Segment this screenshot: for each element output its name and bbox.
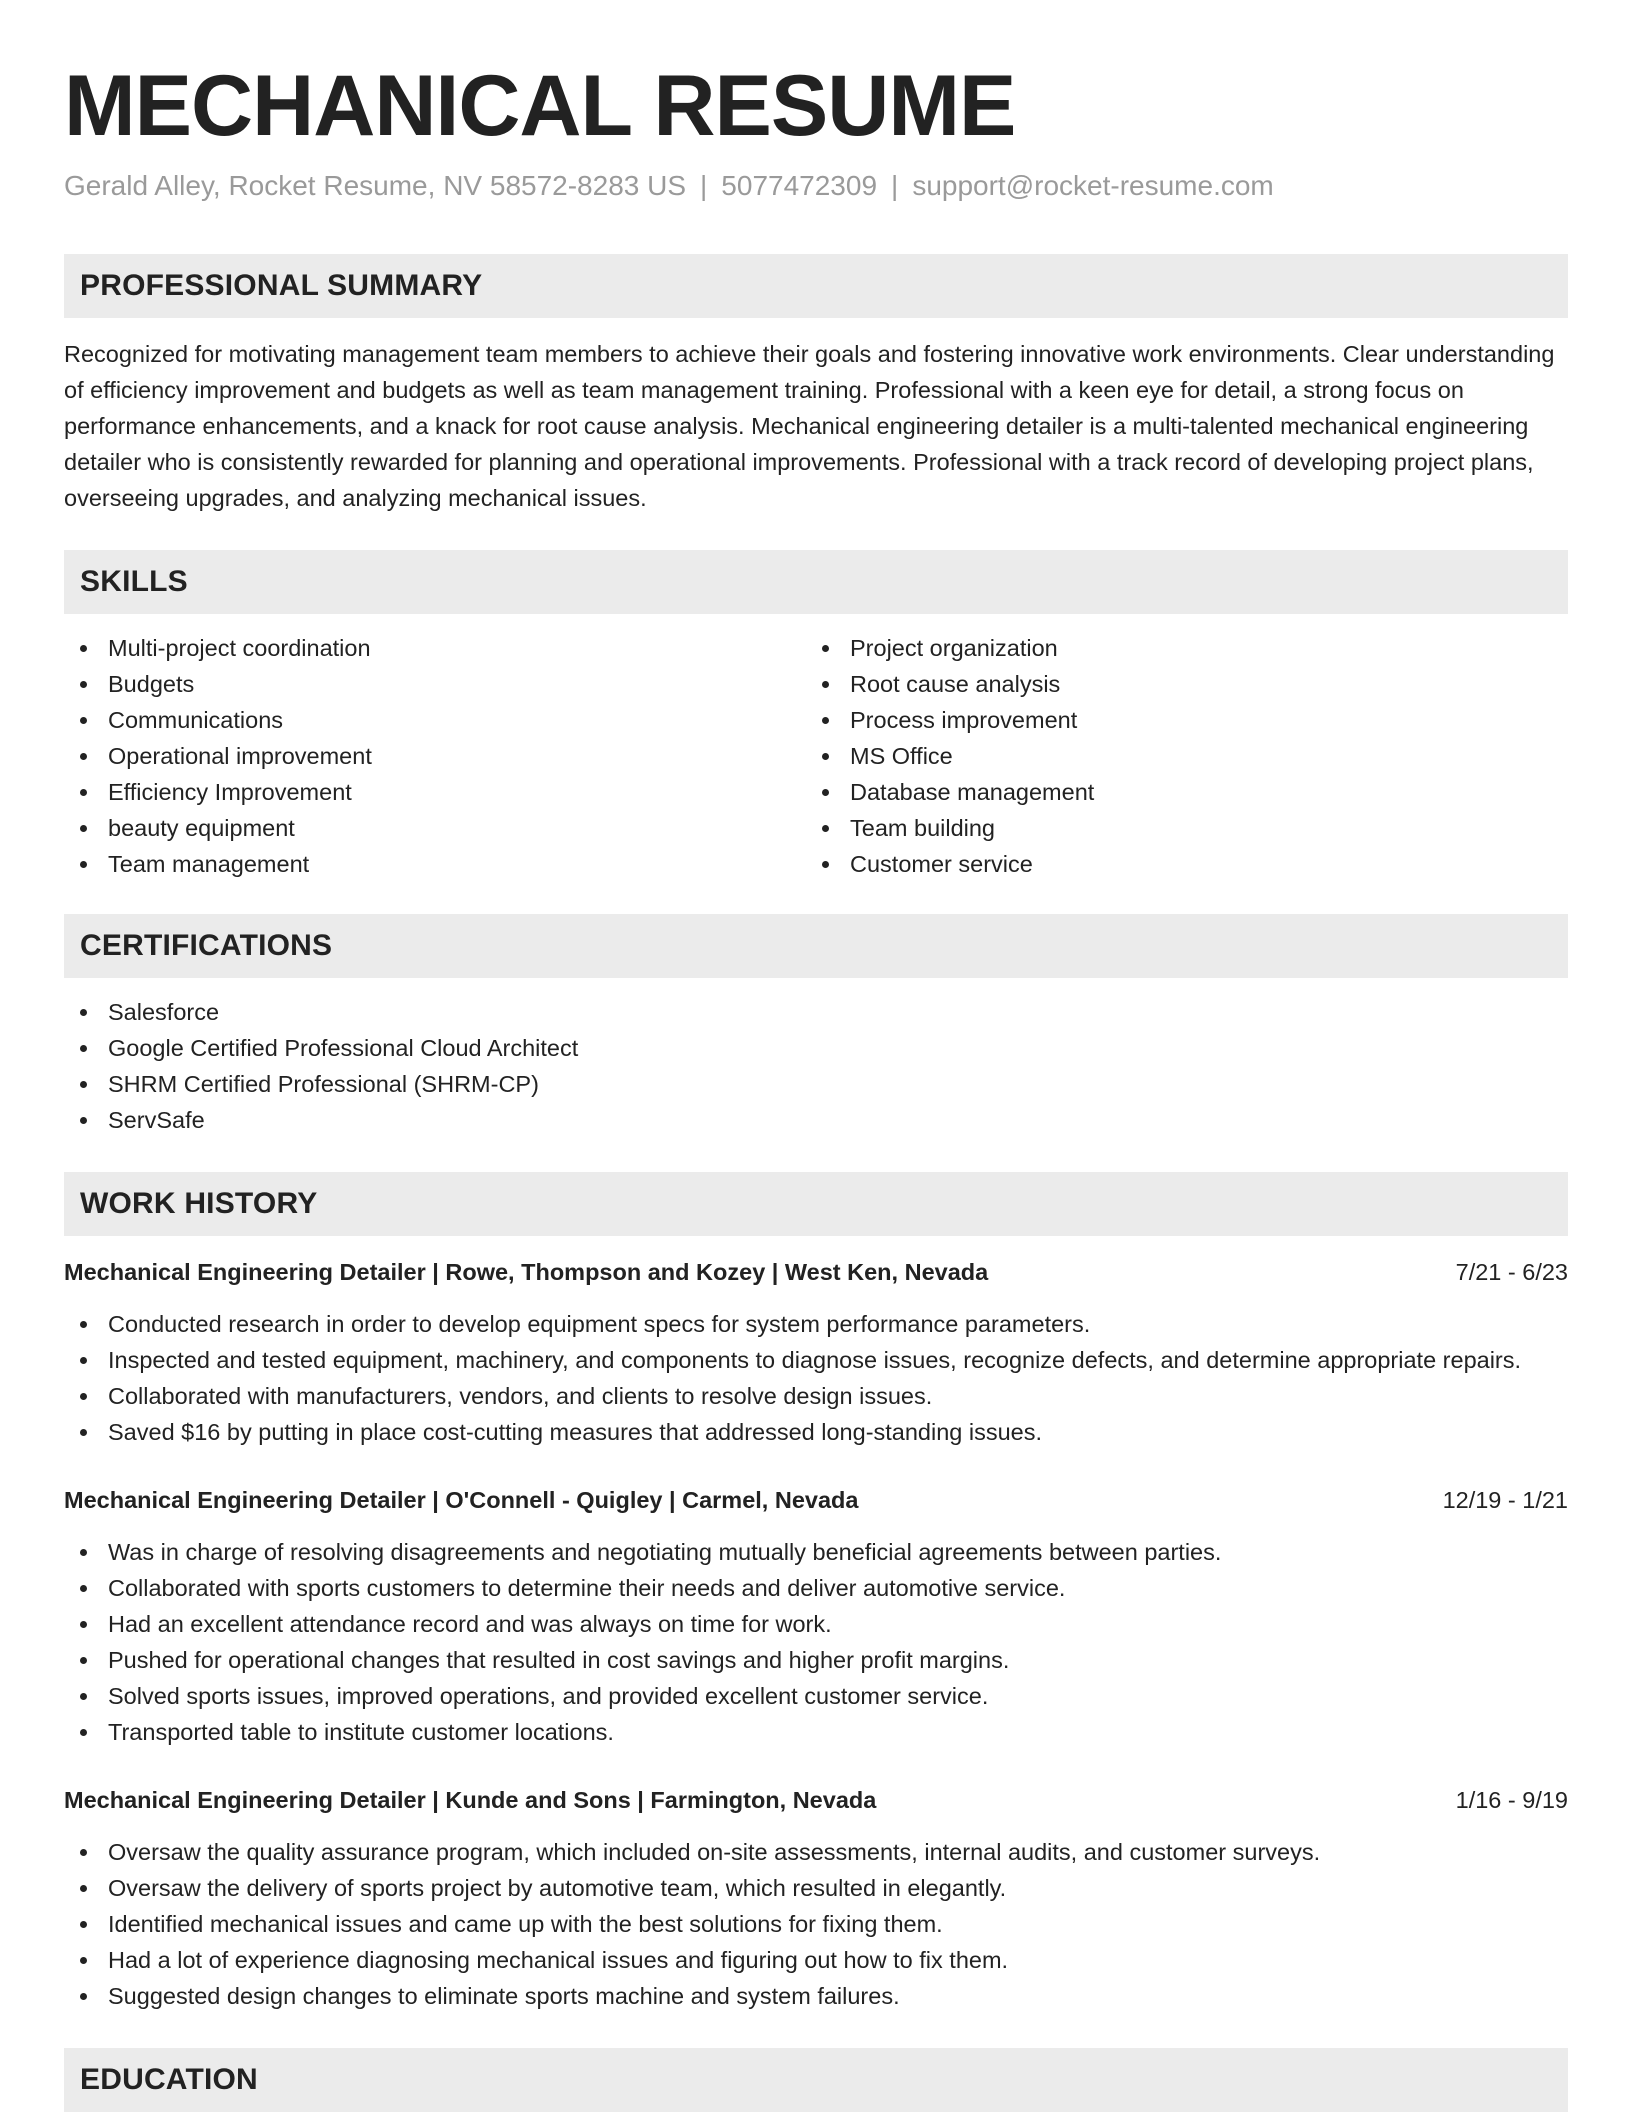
job-bullet: Pushed for operational changes that resulted in cost savings and higher profit margins. xyxy=(64,1642,1568,1678)
certification-item: Google Certified Professional Cloud Architect xyxy=(64,1030,1568,1066)
skill-item: Root cause analysis xyxy=(806,666,1548,702)
skills-column-right xyxy=(806,630,1548,882)
skill-item: Project organization xyxy=(806,630,1548,666)
certifications-heading: CERTIFICATIONS xyxy=(64,914,1568,978)
job-entry xyxy=(64,1254,1568,1450)
job-bullet: Had a lot of experience diagnosing mechanical issues and figuring out how to fix them. xyxy=(64,1942,1568,1978)
job-header xyxy=(64,1482,1568,1518)
job-bullet: Identified mechanical issues and came up with the best solutions for fixing them. xyxy=(64,1906,1568,1942)
job-bullet: Inspected and tested equipment, machinery, and components to diagnose issues, recognize defects, and determine appropriate repairs. xyxy=(64,1342,1568,1378)
job-bullet: Collaborated with sports customers to determine their needs and deliver automotive service. xyxy=(64,1570,1568,1606)
job-title: Mechanical Engineering Detailer | O'Connell - Quigley | Carmel, Nevada xyxy=(64,1487,859,1513)
skills-heading: SKILLS xyxy=(64,550,1568,614)
skills-grid xyxy=(64,630,1568,882)
certification-item: Salesforce xyxy=(64,994,1568,1030)
skill-item: Database management xyxy=(806,774,1548,810)
contact-phone: 5077472309 xyxy=(721,170,878,201)
skill-item: Multi-project coordination xyxy=(64,630,806,666)
job-bullet: Conducted research in order to develop equipment specs for system performance parameters. xyxy=(64,1306,1568,1342)
job-bullets xyxy=(64,1834,1568,2014)
skill-item: Team management xyxy=(64,846,806,882)
job-bullet: Solved sports issues, improved operations, and provided excellent customer service. xyxy=(64,1678,1568,1714)
contact-separator: | xyxy=(891,170,899,201)
education-heading: EDUCATION xyxy=(64,2048,1568,2112)
job-bullets xyxy=(64,1306,1568,1450)
skill-item: MS Office xyxy=(806,738,1548,774)
skill-item: Team building xyxy=(806,810,1548,846)
summary-heading: PROFESSIONAL SUMMARY xyxy=(64,254,1568,318)
work-history-section xyxy=(64,1172,1568,2014)
certifications-list xyxy=(64,994,1568,1138)
job-bullet: Oversaw the delivery of sports project by automotive team, which resulted in elegantly. xyxy=(64,1870,1568,1906)
job-bullet: Saved $16 by putting in place cost-cutting measures that addressed long-standing issues. xyxy=(64,1414,1568,1450)
skill-item: Operational improvement xyxy=(64,738,806,774)
job-bullets xyxy=(64,1534,1568,1750)
job-bullet: Oversaw the quality assurance program, which included on-site assessments, internal audits, and customer surveys. xyxy=(64,1834,1568,1870)
education-section xyxy=(64,2048,1568,2112)
skills-column-left xyxy=(64,630,806,882)
skill-item: beauty equipment xyxy=(64,810,806,846)
job-header xyxy=(64,1254,1568,1290)
contact-line xyxy=(64,168,1568,204)
job-bullet: Was in charge of resolving disagreements and negotiating mutually beneficial agreements between parties. xyxy=(64,1534,1568,1570)
skill-item: Process improvement xyxy=(806,702,1548,738)
skill-item: Communications xyxy=(64,702,806,738)
summary-text: Recognized for motivating management team members to achieve their goals and fostering innovative work environments. Clear understanding of efficiency improvement and budgets as well as team management training. Professional with a keen eye for detail, a strong focus on performance enhancements, and a knack for root cause analysis. Mechanical engineering detailer is a multi-talented mechanical engineering detailer who is consistently rewarded for planning and operational improvements. Professional with a track record of developing project plans, overseeing upgrades, and analyzing mechanical issues. xyxy=(64,341,1555,511)
job-header xyxy=(64,1782,1568,1818)
certification-item: ServSafe xyxy=(64,1102,1568,1138)
job-bullet: Transported table to institute customer locations. xyxy=(64,1714,1568,1750)
job-bullet: Collaborated with manufacturers, vendors, and clients to resolve design issues. xyxy=(64,1378,1568,1414)
job-bullet: Had an excellent attendance record and was always on time for work. xyxy=(64,1606,1568,1642)
contact-email: support@rocket-resume.com xyxy=(912,170,1274,201)
job-dates: 1/16 - 9/19 xyxy=(1455,1787,1568,1813)
certification-item: SHRM Certified Professional (SHRM-CP) xyxy=(64,1066,1568,1102)
job-dates: 12/19 - 1/21 xyxy=(1442,1487,1568,1513)
contact-separator: | xyxy=(700,170,708,201)
work-history-heading: WORK HISTORY xyxy=(64,1172,1568,1236)
skill-item: Customer service xyxy=(806,846,1548,882)
job-entry xyxy=(64,1782,1568,2014)
contact-address: Gerald Alley, Rocket Resume, NV 58572-8283 US xyxy=(64,170,687,201)
resume-page xyxy=(64,0,1568,2112)
resume-title: MECHANICAL RESUME xyxy=(64,58,1016,154)
certifications-section xyxy=(64,914,1568,1138)
job-title: Mechanical Engineering Detailer | Kunde and Sons | Farmington, Nevada xyxy=(64,1787,877,1813)
job-bullet: Suggested design changes to eliminate sports machine and system failures. xyxy=(64,1978,1568,2014)
job-title: Mechanical Engineering Detailer | Rowe, Thompson and Kozey | West Ken, Nevada xyxy=(64,1259,989,1285)
job-entry xyxy=(64,1482,1568,1750)
job-dates: 7/21 - 6/23 xyxy=(1455,1259,1568,1285)
skill-item: Budgets xyxy=(64,666,806,702)
skill-item: Efficiency Improvement xyxy=(64,774,806,810)
skills-section xyxy=(64,550,1568,882)
summary-section xyxy=(64,254,1568,516)
